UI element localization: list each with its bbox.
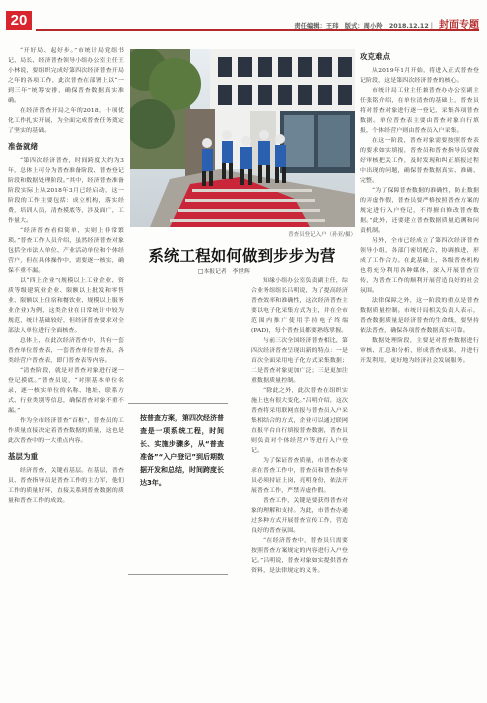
paragraph: “开好局、起好步。”市统计局党组书记、局长、经济普查领导小组办公室主任王小林说，要组织完成好第四次经济普查开局之年的各项工作，此次普查在部署上以“一到三年”统筹安排，确保普查数据真实准确。 xyxy=(8,48,124,104)
pull-quote-box xyxy=(128,403,228,575)
article-column-1 xyxy=(8,46,124,696)
paragraph: “为了保障普查数据的准确性，防止数据的弄虚作假，普查员要严格按照普查方案的规定进行入户登记，不得擅自修改普查数据。”此外，还要建立普查数据质量追溯和问责机制。 xyxy=(360,188,479,234)
article-column-3 xyxy=(360,46,479,696)
paragraph: 市统计局工业主任兼普查办办公室副主任张铭介绍，在单位清查的基础上，普查员将对普查对象进行逐一登记，采集各项普查数据。单位普查表主要由普查对象自行填报，个体经营户则由普查员入户采集。 xyxy=(360,88,479,134)
paragraph: 经济普查，关键看基层。在基层，普查员、普查指导员是普查工作的主力军，他们工作的质量好坏，直接关系到普查数据的质量和普查工作的成效。 xyxy=(8,468,124,504)
paragraph: 以“四上企业”(规模以上工业企业、资质等级建筑业企业、限额以上批发和零售业、限额以上住宿和餐饮业、规模以上服务业企业)为例，这类企业在日常统计中较为规范，统计基础较好，但经济普查要求对全部法人单位进行全面核查。 xyxy=(8,278,124,334)
paragraph: 从2019年1月开始，将进入正式普查登记阶段，这是第四次经济普查的核心。 xyxy=(360,68,479,84)
article-title: 系统工程如何做到步步为营 xyxy=(148,247,336,265)
paragraph: 与前三次全国经济普查相比，第四次经济普查呈现出新的特点：一是首次全面采用电子化方式采集数据；二是普查对象更加广泛；三是更加注重数据质量控制。 xyxy=(251,338,348,384)
paragraph: “经济普查看似简单，实则上非常繁琐。”普查工作人员介绍，虽然经济普查对象包括全市法人单位、产业活动单位和个体经营户，但在具体操作中，需要逐一核实，确保不重不漏。 xyxy=(8,228,124,274)
paragraph: 作为全市经济普查“首枢”，普查员的工作质量直接决定着普查数据的质量，这也是此次普查中的一大重点内容。 xyxy=(8,418,124,444)
census-photo-illustration xyxy=(130,49,355,227)
paragraph: 知缘小组办公室负责副主任，综合业务组组长吕明说，为了提高经济普查效率和准确性，这次经济普查主要以电子化采集方式为主，并在全市范围内推广使用手持电子终端(PAD)，每个普查员都要熟练掌握。 xyxy=(251,278,348,334)
paragraph: 在经济普查开局之年的2018，十项优化工作扎实开展，为全面完成普查任务奠定了坚实的基础。 xyxy=(8,108,124,134)
section-name: 封面专题 xyxy=(439,20,479,31)
section-heading: 基层为重 xyxy=(8,452,39,461)
paragraph: 法律保障之外，这一阶段的重点是普查数据质量控制。市统计局相关负责人表示，普查数据质量是经济普查的生命线，要坚持依法普查，确保各项普查数据真实可靠。 xyxy=(360,298,479,334)
paragraph: 数据处理阶段，主要是对普查数据进行审核、汇总和分析，形成普查成果，并进行开发利用，更好地为经济社会发展服务。 xyxy=(360,338,479,364)
page-number: 20 xyxy=(6,11,32,30)
paragraph: “除此之外，此次普查在组织实施上也有很大变化。”吕明介绍，这次普查将采用联网直报与普查员入户采集相结合的方式，企业可以通过联网直报平台自行填报普查数据，普查员则负责对个体经营户等进行入户登记。 xyxy=(251,388,348,454)
pull-quote: 按普查方案，第四次经济普查是一项系统工程，时间长、实施步骤多，从“普查准备”“入户登记”到后期数据开发和总结，时间跨度长达3年。 xyxy=(140,414,224,487)
article-byline: □本报记者 李世辉 xyxy=(198,269,250,275)
page-header xyxy=(0,0,487,34)
paragraph: 为了保证普查质量，市普查办要求在普查工作中，普查员和普查指导员必须持证上岗，亮明身份，依法开展普查工作，严禁弄虚作假。 xyxy=(251,458,348,494)
header-info xyxy=(294,16,479,31)
paragraph: “清查阶段，就是对普查对象进行逐一登记摸底。”普查员说，“对照基本单位名录，逐一核实单位的名称、地址、联系方式、行业类别等信息，确保普查对象不重不漏。” xyxy=(8,368,124,414)
article-column-2 xyxy=(251,276,348,696)
paragraph: 在这一阶段，普查对象需要按照普查表的要求如实填报，普查员和普查指导员要做好审核把关工作，及时发现和纠正填报过程中出现的问题，确保普查数据真实、准确、完整。 xyxy=(360,138,479,184)
section-heading: 攻克难点 xyxy=(360,52,391,61)
paragraph: 普查工作，关键是要获得普查对象的理解和支持。为此，市普查办通过多种方式开展普查宣传工作，营造良好的普查氛围。 xyxy=(251,498,348,534)
paragraph: 另外，全市已经成立了第四次经济普查领导小组，各部门密切配合，协调推进，形成了工作合力。在此基础上，各级普查机构也将充分利用各种媒体，深入开展普查宣传，为普查工作的顺利开展营造良好的社会氛围。 xyxy=(360,238,479,294)
main-photo xyxy=(130,49,355,227)
paragraph: 总体上，在此次经济普查中，共有一套普查单位普查表，一套普查单位普查表，各类经营户普查表，即门普查表等内容。 xyxy=(8,338,124,364)
photo-caption: 普查员登记入户（孙亚/摄） xyxy=(288,232,356,238)
paragraph: “第四次经济普查，时间跨度大约为3年，总体上可分为普查准备阶段、普查登记阶段和数据处理阶段。”其中，经济普查准备阶段实际上从2018年3月已经启动，这一阶段的工作主要包括：成立机构，落实经费，培训人员，清查摸底等，涉及面广，工作量大。 xyxy=(8,158,124,224)
header-editors: 责任编辑：王玮 版式：周小羚 2018.12.12｜ xyxy=(294,23,435,30)
section-heading: 准备就绪 xyxy=(8,142,39,151)
paragraph: “在经济普查中，普查员只需要按照普查方案规定的内容进行入户登记。”吕明说，普查对象如实提供普查资料，是法律规定的义务。 xyxy=(251,538,348,574)
